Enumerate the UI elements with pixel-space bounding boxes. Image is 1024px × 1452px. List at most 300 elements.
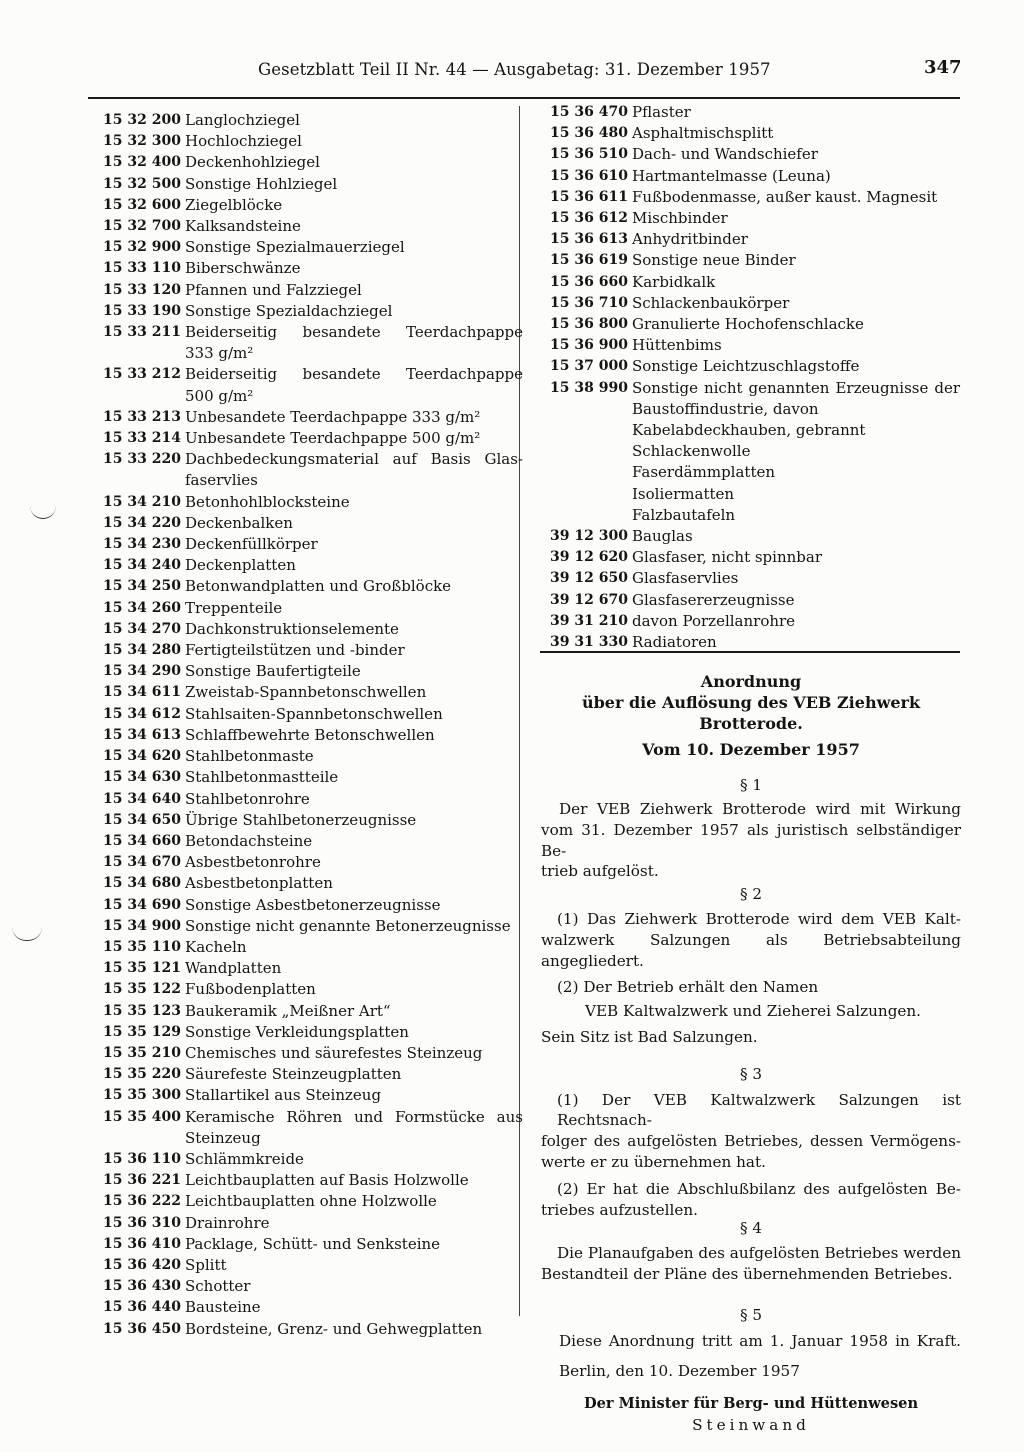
text-line: Sein Sitz ist Bad Salzungen.	[541, 1027, 758, 1046]
list-item	[550, 314, 960, 335]
description-line: Radiatoren	[632, 633, 717, 652]
product-description	[181, 449, 523, 491]
description-line: Drainrohre	[185, 1213, 270, 1232]
product-code: 15 35 121	[103, 960, 181, 977]
list-item	[550, 611, 960, 632]
product-code: 15 33 220	[103, 451, 181, 468]
product-description	[628, 250, 960, 271]
description-line: Hochlochziegel	[185, 132, 302, 151]
description-line: Zweistab-Spannbetonschwellen	[185, 683, 427, 702]
product-code: 15 36 110	[103, 1150, 181, 1167]
product-description	[181, 174, 523, 195]
product-code: 15 33 120	[103, 281, 181, 298]
margin-mark	[12, 924, 42, 941]
description-line: Stahlbetonmastteile	[185, 768, 339, 787]
description-line: Kabelabdeckhauben, gebrannt	[632, 421, 866, 440]
description-line: Schlackenwolle	[632, 442, 751, 461]
description-line: Leichtbauplatten ohne Holzwolle	[185, 1192, 437, 1211]
product-code: 15 36 710	[550, 294, 628, 311]
product-code: 15 34 690	[103, 896, 181, 913]
description-line: Granulierte Hochofenschlacke	[632, 315, 864, 334]
product-description	[181, 1234, 523, 1255]
text-line: Diese Anordnung tritt am 1. Januar 1958 in Kraft.	[559, 1331, 961, 1350]
list-item	[103, 492, 523, 513]
product-code: 15 35 400	[103, 1108, 181, 1125]
product-description	[181, 725, 523, 746]
anordnung-date: Vom 10. Dezember 1957	[642, 740, 860, 760]
product-description	[181, 1085, 523, 1106]
product-code: 15 38 990	[550, 379, 628, 396]
anordnung-title: Anordnung	[700, 672, 802, 691]
list-item	[103, 513, 523, 534]
signer-name: Steinwand	[692, 1415, 810, 1434]
description-line: Sonstige Verkleidungsplatten	[185, 1022, 409, 1041]
product-code: 15 36 310	[103, 1214, 181, 1231]
list-item	[103, 916, 523, 937]
description-line: Splitt	[185, 1255, 227, 1274]
description-line: Betonwandplatten und Großblöcke	[185, 577, 452, 596]
text-line: walzwerk Salzungen als Betriebsabteilung angegliedert.	[541, 930, 961, 970]
description-line: Sonstige Spezialdachziegel	[185, 301, 393, 320]
description-line: Stahlbetonmaste	[185, 747, 314, 766]
product-description	[181, 152, 523, 173]
product-description	[628, 314, 960, 335]
list-item	[103, 746, 523, 767]
product-code: 15 36 430	[103, 1278, 181, 1295]
list-item	[103, 258, 523, 279]
description-line: Glasfasererzeugnisse	[632, 590, 795, 609]
description-line: Leichtbauplatten auf Basis Holzwolle	[185, 1171, 469, 1190]
list-item	[103, 1213, 523, 1234]
product-code: 15 36 420	[103, 1256, 181, 1273]
description-line: Keramische Röhren und Formstücke aus	[185, 1107, 523, 1126]
list-item	[550, 272, 960, 293]
product-description	[181, 1213, 523, 1234]
product-description	[181, 1276, 523, 1297]
product-description	[628, 356, 960, 377]
product-code: 15 34 210	[103, 493, 181, 510]
list-item	[550, 166, 960, 187]
description-line: Übrige Stahlbetonerzeugnisse	[185, 810, 417, 829]
description-line: Fertigteilstützen und -binder	[185, 641, 405, 660]
list-item	[103, 789, 523, 810]
list-item	[103, 1107, 523, 1149]
list-item	[103, 301, 523, 322]
product-description	[181, 534, 523, 555]
list-item	[103, 216, 523, 237]
product-code: 39 31 210	[550, 612, 628, 629]
product-code: 15 35 129	[103, 1023, 181, 1040]
description-line: Betonhohlblocksteine	[185, 492, 350, 511]
running-header: Gesetzblatt Teil II Nr. 44 — Ausgabetag: 31. Dezember 1957	[258, 60, 771, 79]
list-item	[103, 704, 523, 725]
product-code: 15 35 220	[103, 1066, 181, 1083]
description-line: Pfannen und Falzziegel	[185, 280, 362, 299]
product-description	[181, 789, 523, 810]
product-code: 15 36 900	[550, 337, 628, 354]
description-line: Steinzeug	[185, 1128, 261, 1147]
description-line: Falzbautafeln	[632, 505, 736, 524]
product-description	[181, 810, 523, 831]
product-code: 15 35 110	[103, 938, 181, 955]
list-item	[550, 356, 960, 377]
list-item	[103, 852, 523, 873]
product-description	[628, 102, 960, 123]
product-description	[628, 187, 960, 208]
product-code: 15 36 612	[550, 210, 628, 227]
description-line: Glasfaservlies	[632, 569, 739, 588]
list-item	[550, 144, 960, 165]
text-line: folger des aufgelösten Betriebes, dessen Vermögens-	[541, 1132, 961, 1151]
list-item	[550, 102, 960, 123]
product-code: 39 31 330	[550, 634, 628, 651]
product-description	[628, 123, 960, 144]
product-description	[181, 852, 523, 873]
list-item	[103, 237, 523, 258]
description-line: Asbestbetonrohre	[185, 853, 321, 872]
text-line: (2) Der Betrieb erhält den Namen	[557, 978, 819, 997]
text-line: (1) Der VEB Kaltwalzwerk Salzungen ist Rechtsnach-	[557, 1090, 961, 1130]
product-code: 15 32 700	[103, 218, 181, 235]
section-4-heading: § 4	[739, 1219, 763, 1238]
minister-title: Der Minister für Berg- und Hüttenwesen	[583, 1395, 919, 1413]
description-line: Langlochziegel	[185, 111, 300, 129]
list-item	[103, 810, 523, 831]
product-code: 15 35 123	[103, 1002, 181, 1019]
section-5-text	[541, 1331, 961, 1352]
product-description	[181, 831, 523, 852]
list-item	[103, 174, 523, 195]
description-line: Sonstige Baufertigteile	[185, 662, 361, 681]
product-description	[181, 1170, 523, 1191]
product-code: 15 34 611	[103, 684, 181, 701]
product-description	[181, 1064, 523, 1085]
text-line: (1) Das Ziehwerk Brotterode wird dem VEB Kalt-	[557, 909, 961, 928]
product-code: 15 33 110	[103, 260, 181, 277]
product-code: 15 34 620	[103, 748, 181, 765]
section-3-heading: § 3	[739, 1064, 763, 1083]
description-line: Hüttenbims	[632, 336, 722, 355]
product-description	[628, 526, 960, 547]
description-line: Treppenteile	[185, 598, 283, 617]
description-line: Sonstige Asbestbetonerzeugnisse	[185, 895, 441, 914]
header-rule	[88, 97, 960, 99]
list-item	[103, 767, 523, 788]
product-description	[181, 1191, 523, 1212]
product-code: 15 33 213	[103, 408, 181, 425]
product-description	[181, 958, 523, 979]
text-line: trieb aufgelöst.	[541, 862, 659, 881]
list-item	[103, 1191, 523, 1212]
description-line: Deckenbalken	[185, 513, 293, 532]
description-line: Biberschwänze	[185, 259, 301, 278]
description-line: Sonstige Spezialmauerziegel	[185, 238, 405, 257]
product-description	[181, 555, 523, 576]
product-code: 15 34 680	[103, 875, 181, 892]
description-line: Schlaffbewehrte Betonschwellen	[185, 725, 435, 744]
product-description	[628, 229, 960, 250]
product-description	[181, 1043, 523, 1064]
list-item	[103, 661, 523, 682]
list-item	[103, 831, 523, 852]
list-item	[550, 250, 960, 271]
product-code: 15 34 230	[103, 536, 181, 553]
description-line: Sonstige neue Binder	[632, 251, 796, 270]
description-line: Sonstige Leichtzuschlagstoffe	[632, 357, 860, 376]
product-description	[181, 979, 523, 1000]
text-line: Die Planaufgaben des aufgelösten Betriebes werden	[557, 1244, 961, 1263]
product-description	[181, 704, 523, 725]
description-line: davon Porzellanrohre	[632, 611, 796, 630]
product-description	[181, 1297, 523, 1318]
description-line: Baustoffindustrie, davon	[632, 399, 819, 418]
product-code: 39 12 300	[550, 528, 628, 545]
list-item	[103, 131, 523, 152]
text-line: Bestandteil der Pläne des übernehmenden Betriebes.	[541, 1264, 953, 1283]
product-code: 15 32 200	[103, 112, 181, 128]
description-line: Stallartikel aus Steinzeug	[185, 1086, 382, 1105]
product-code: 39 12 670	[550, 591, 628, 608]
product-code: 15 36 613	[550, 231, 628, 248]
product-description	[181, 1255, 523, 1276]
product-description	[181, 682, 523, 703]
list-item	[103, 280, 523, 301]
description-line: Fußbodenmasse, außer kaust. Magnesit	[632, 187, 938, 206]
product-description	[181, 195, 523, 216]
product-description	[628, 378, 960, 526]
list-item	[103, 979, 523, 1000]
product-description	[181, 1022, 523, 1043]
product-description	[181, 322, 523, 364]
product-description	[181, 216, 523, 237]
product-description	[181, 237, 523, 258]
anordnung-section	[541, 672, 961, 1436]
product-description	[181, 492, 523, 513]
product-code: 15 33 214	[103, 430, 181, 447]
product-code: 15 36 222	[103, 1193, 181, 1210]
description-line: Bausteine	[185, 1298, 261, 1317]
product-code: 15 34 612	[103, 705, 181, 722]
product-code: 15 37 000	[550, 358, 628, 375]
place-and-date: Berlin, den 10. Dezember 1957	[559, 1362, 800, 1381]
description-line: Bauglas	[632, 527, 693, 546]
product-description	[628, 293, 960, 314]
list-item	[550, 335, 960, 356]
list-item	[550, 526, 960, 547]
description-line: Stahlsaiten-Spannbetonschwellen	[185, 704, 443, 723]
list-item	[550, 123, 960, 144]
description-line: Stahlbetonrohre	[185, 789, 310, 808]
product-description	[181, 598, 523, 619]
description-line: Schlackenbaukörper	[632, 293, 790, 312]
list-item	[103, 958, 523, 979]
text-line: triebes aufzustellen.	[541, 1200, 698, 1219]
list-item	[103, 364, 523, 406]
description-line: Kalksandsteine	[185, 217, 301, 236]
list-item	[103, 598, 523, 619]
product-code: 39 12 620	[550, 549, 628, 566]
section-2-heading: § 2	[739, 885, 763, 904]
product-code: 15 34 220	[103, 514, 181, 531]
product-description	[181, 640, 523, 661]
product-code: 15 36 800	[550, 316, 628, 333]
description-line: Dachkonstruktionselemente	[185, 619, 399, 638]
product-code: 15 36 480	[550, 125, 628, 142]
description-line: Hartmantelmasse (Leuna)	[632, 166, 831, 185]
product-description	[181, 576, 523, 597]
product-code: 15 35 300	[103, 1087, 181, 1104]
description-line: Pflaster	[632, 103, 691, 121]
product-code: 15 33 190	[103, 302, 181, 319]
text-line: werte er zu übernehmen hat.	[541, 1152, 766, 1171]
list-item	[103, 322, 523, 364]
list-item	[103, 407, 523, 428]
product-description	[181, 661, 523, 682]
list-item	[103, 110, 523, 131]
text-line: VEB Kaltwalzwerk und Zieherei Salzungen.	[585, 1002, 922, 1021]
description-line: Faserdämmplatten	[632, 463, 776, 482]
page-number: 347	[924, 57, 962, 78]
description-line: Glasfaser, nicht spinnbar	[632, 548, 822, 567]
product-description	[181, 280, 523, 301]
list-item	[103, 1234, 523, 1255]
product-description	[628, 166, 960, 187]
product-code: 15 35 210	[103, 1044, 181, 1061]
product-description	[181, 937, 523, 958]
margin-mark	[30, 502, 56, 519]
list-item	[103, 152, 523, 173]
product-code: 39 12 650	[550, 570, 628, 587]
list-item	[550, 378, 960, 526]
description-line: Sonstige Hohlziegel	[185, 174, 338, 193]
text-line: (2) Er hat die Abschlußbilanz des aufgelösten Be-	[557, 1179, 961, 1198]
product-code: 15 34 240	[103, 557, 181, 574]
list-item	[103, 619, 523, 640]
list-item	[103, 449, 523, 491]
list-item	[103, 1170, 523, 1191]
list-item	[550, 547, 960, 568]
product-code: 15 36 221	[103, 1172, 181, 1189]
list-item	[550, 229, 960, 250]
product-code: 15 32 300	[103, 133, 181, 150]
list-item	[103, 937, 523, 958]
description-line: Unbesandete Teerdachpappe 333 g/m²	[185, 407, 481, 426]
description-line: Sonstige nicht genannte Betonerzeugnisse	[185, 916, 511, 935]
description-line: Fußbodenplatten	[185, 980, 316, 999]
product-code: 15 33 212	[103, 366, 181, 383]
section-4-text	[541, 1243, 961, 1285]
section-1-heading: § 1	[739, 776, 763, 795]
product-description	[181, 767, 523, 788]
list-item	[103, 873, 523, 894]
anordnung-subject: über die Auflösung des VEB Ziehwerk Brotterode.	[581, 692, 921, 733]
list-item	[103, 195, 523, 216]
product-description	[181, 619, 523, 640]
product-code: 15 36 510	[550, 146, 628, 163]
description-line: Unbesandete Teerdachpappe 500 g/m²	[185, 429, 481, 448]
product-description	[181, 513, 523, 534]
product-code: 15 36 660	[550, 273, 628, 290]
list-item	[103, 725, 523, 746]
description-line: Dachbedeckungsmaterial auf Basis Glas-	[185, 450, 523, 469]
section-2-text	[541, 909, 961, 1048]
description-line: Schlämmkreide	[185, 1149, 304, 1168]
list-item	[103, 1085, 523, 1106]
product-code: 15 36 470	[550, 104, 628, 120]
product-code: 15 34 630	[103, 769, 181, 786]
description-line: 333 g/m²	[185, 344, 254, 363]
description-line: Asphaltmischsplitt	[632, 124, 774, 143]
product-description	[181, 258, 523, 279]
description-line: Isoliermatten	[632, 484, 735, 503]
description-line: Kacheln	[185, 937, 247, 956]
product-code: 15 36 619	[550, 252, 628, 269]
description-line: Karbidkalk	[632, 272, 716, 291]
product-description	[181, 1149, 523, 1170]
product-description	[628, 611, 960, 632]
product-description	[181, 110, 523, 131]
product-code: 15 34 640	[103, 790, 181, 807]
product-description	[181, 1001, 523, 1022]
product-description	[628, 208, 960, 229]
list-item	[103, 576, 523, 597]
product-description	[181, 873, 523, 894]
product-code: 15 36 440	[103, 1299, 181, 1316]
product-code: 15 36 610	[550, 167, 628, 184]
description-line: Mischbinder	[632, 209, 728, 228]
list-item	[103, 1255, 523, 1276]
product-code: 15 34 250	[103, 578, 181, 595]
list-item	[103, 555, 523, 576]
section-1-text	[541, 799, 961, 882]
product-code: 15 34 650	[103, 811, 181, 828]
list-item	[103, 895, 523, 916]
description-line: Deckenhohlziegel	[185, 153, 320, 172]
description-line: Bordsteine, Grenz- und Gehwegplatten	[185, 1319, 483, 1338]
product-description	[628, 547, 960, 568]
list-item	[103, 1276, 523, 1297]
product-code: 15 32 400	[103, 154, 181, 171]
description-line: 500 g/m²	[185, 386, 254, 405]
list-item	[103, 1043, 523, 1064]
product-description	[628, 144, 960, 165]
section-5-heading: § 5	[739, 1305, 763, 1324]
product-description	[181, 301, 523, 322]
product-description	[181, 1107, 523, 1149]
product-code: 15 34 270	[103, 620, 181, 637]
product-code: 15 34 260	[103, 599, 181, 616]
product-description	[181, 746, 523, 767]
description-line: Baukeramik „Meißner Art“	[185, 1001, 391, 1020]
list-item	[550, 208, 960, 229]
product-description	[628, 568, 960, 589]
list-item	[550, 187, 960, 208]
product-code: 15 34 290	[103, 663, 181, 680]
product-code: 15 34 280	[103, 642, 181, 659]
description-line: Asbestbetonplatten	[185, 874, 333, 893]
description-line: Packlage, Schütt- und Senksteine	[185, 1234, 441, 1253]
product-code: 15 34 900	[103, 917, 181, 934]
product-code: 15 34 670	[103, 854, 181, 871]
list-item	[103, 1319, 523, 1340]
product-code: 15 36 611	[550, 188, 628, 205]
product-code: 15 36 410	[103, 1235, 181, 1252]
section-3-text	[541, 1090, 961, 1221]
list-item	[550, 590, 960, 611]
description-line: faservlies	[185, 471, 258, 490]
product-description	[181, 131, 523, 152]
product-description	[181, 407, 523, 428]
